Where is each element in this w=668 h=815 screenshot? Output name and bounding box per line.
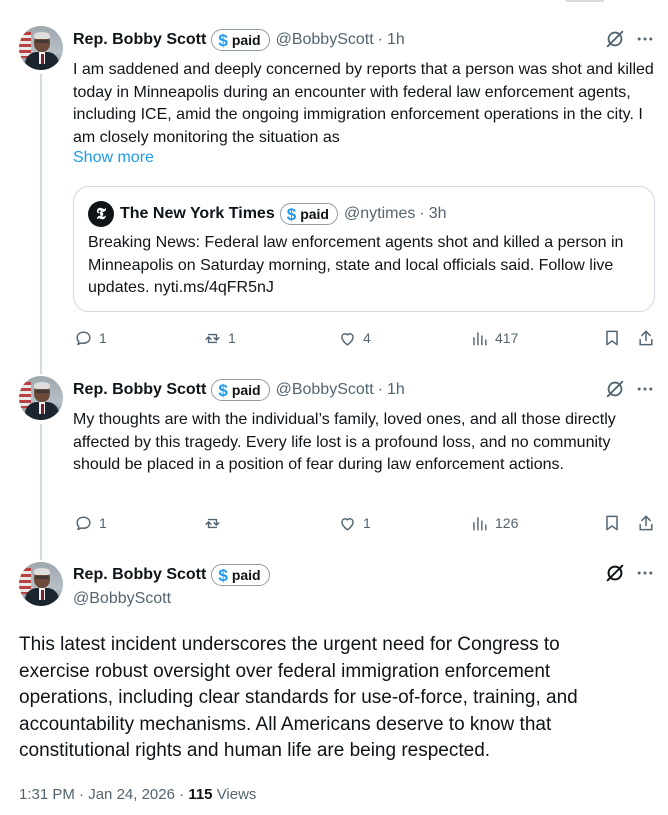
views-count: 417 [495,330,519,346]
author-name[interactable]: Rep. Bobby Scott [73,381,207,398]
thread-connector [40,74,42,374]
post-meta [19,786,256,803]
reply-count: 1 [99,330,107,346]
repost-icon [203,329,222,348]
views-button[interactable] [470,328,518,348]
grok-icon[interactable] [604,378,626,400]
more-options-icon[interactable] [634,378,656,400]
repost-icon [203,514,222,533]
main-post-text: This latest incident underscores the urgent need for Congress to exercise robust oversight over federal immigration enforcement operations, including clear standards for use-of-force, training, and accountability mechanisms. All Americans deserve to know that constitutional rights and human life are being respected. [19,634,578,761]
badge-label: paid [231,32,261,48]
reply-icon [74,329,93,348]
post-header [73,29,405,51]
like-button[interactable] [338,328,371,348]
analytics-icon [470,329,489,348]
quote-time: 3h [428,205,447,222]
post-text: My thoughts are with the individual’s family, loved ones, and all those directly affected by this tragedy. Every life lost is a profound loss, and no community should be placed in a position of fear during law enforcement actions. [73,411,616,473]
badge-label: paid [300,206,329,222]
more-options-icon[interactable] [634,28,656,50]
author-handle[interactable]: @BobbyScott [73,590,172,607]
share-button[interactable] [636,513,656,533]
dollar-icon: $ [286,204,297,224]
dollar-icon: $ [218,30,228,50]
reply-count: 1 [99,515,107,531]
badge-label: paid [231,567,261,583]
reply-button[interactable] [74,513,107,533]
post-time[interactable]: 1h [387,381,405,398]
separator: · [377,381,383,398]
badge-label: paid [231,382,261,398]
repost-button[interactable] [203,513,228,533]
post-text: I am saddened and deeply concerned by reports that a person was shot and killed today in Minneapolis during an encounter with federal law enforcement agents, including ICE, amid the ongoing immigration enforcement operations in the city. I am closely monitoring the situation as [73,61,654,146]
bookmark-icon [602,513,622,533]
post-header [73,564,270,586]
paid-badge[interactable] [211,29,269,51]
paid-badge [280,203,338,225]
share-icon [636,328,656,348]
heart-icon [338,329,357,348]
repost-count: 1 [228,330,236,346]
analytics-icon [470,514,489,533]
separator: · [179,786,185,803]
quote-text: Breaking News: Federal law enforcement agents shot and killed a person in Minneapolis on Saturday morning, state and local officials said. Follow live updates. nyti.ms/4qFR5nJ [88,234,624,296]
reply-button[interactable] [74,328,107,348]
like-count: 1 [363,515,371,531]
views-count: 126 [495,515,519,531]
author-name[interactable]: Rep. Bobby Scott [73,566,207,583]
bookmark-button[interactable] [602,328,622,348]
post-time[interactable]: 1h [387,31,405,48]
author-handle[interactable]: @BobbyScott [275,381,374,398]
scroll-indicator [566,0,604,2]
avatar[interactable] [19,376,63,420]
quoted-post[interactable] [73,186,655,312]
separator: · [419,205,425,222]
thread-connector [40,424,42,560]
bookmark-icon [602,328,622,348]
show-more-link[interactable]: Show more [73,149,154,166]
quote-author-name: The New York Times [120,205,275,222]
grok-icon[interactable] [604,28,626,50]
more-options-icon[interactable] [634,562,656,584]
quote-header [88,201,446,227]
grok-icon[interactable] [604,562,626,584]
quote-author-handle: @nytimes [343,205,416,222]
avatar[interactable] [19,26,63,70]
views-label: Views [216,786,257,803]
reply-icon [74,514,93,533]
share-icon [636,513,656,533]
like-count: 4 [363,330,371,346]
author-handle[interactable]: @BobbyScott [275,31,374,48]
repost-button[interactable] [203,328,236,348]
bookmark-button[interactable] [602,513,622,533]
post-date[interactable]: Jan 24, 2026 [88,786,175,803]
views-button[interactable] [470,513,518,533]
dollar-icon: $ [218,565,228,585]
heart-icon [338,514,357,533]
like-button[interactable] [338,513,371,533]
separator: · [79,786,85,803]
paid-badge[interactable] [211,564,269,586]
views-count: 115 [188,786,213,803]
author-name[interactable]: Rep. Bobby Scott [73,31,207,48]
paid-badge[interactable] [211,379,269,401]
post-header [73,379,405,401]
separator: · [377,31,383,48]
dollar-icon: $ [218,380,228,400]
nyt-logo-icon: 𝕿 [88,201,114,227]
avatar[interactable] [19,562,63,606]
post-timestamp[interactable]: 1:31 PM [19,786,75,803]
share-button[interactable] [636,328,656,348]
